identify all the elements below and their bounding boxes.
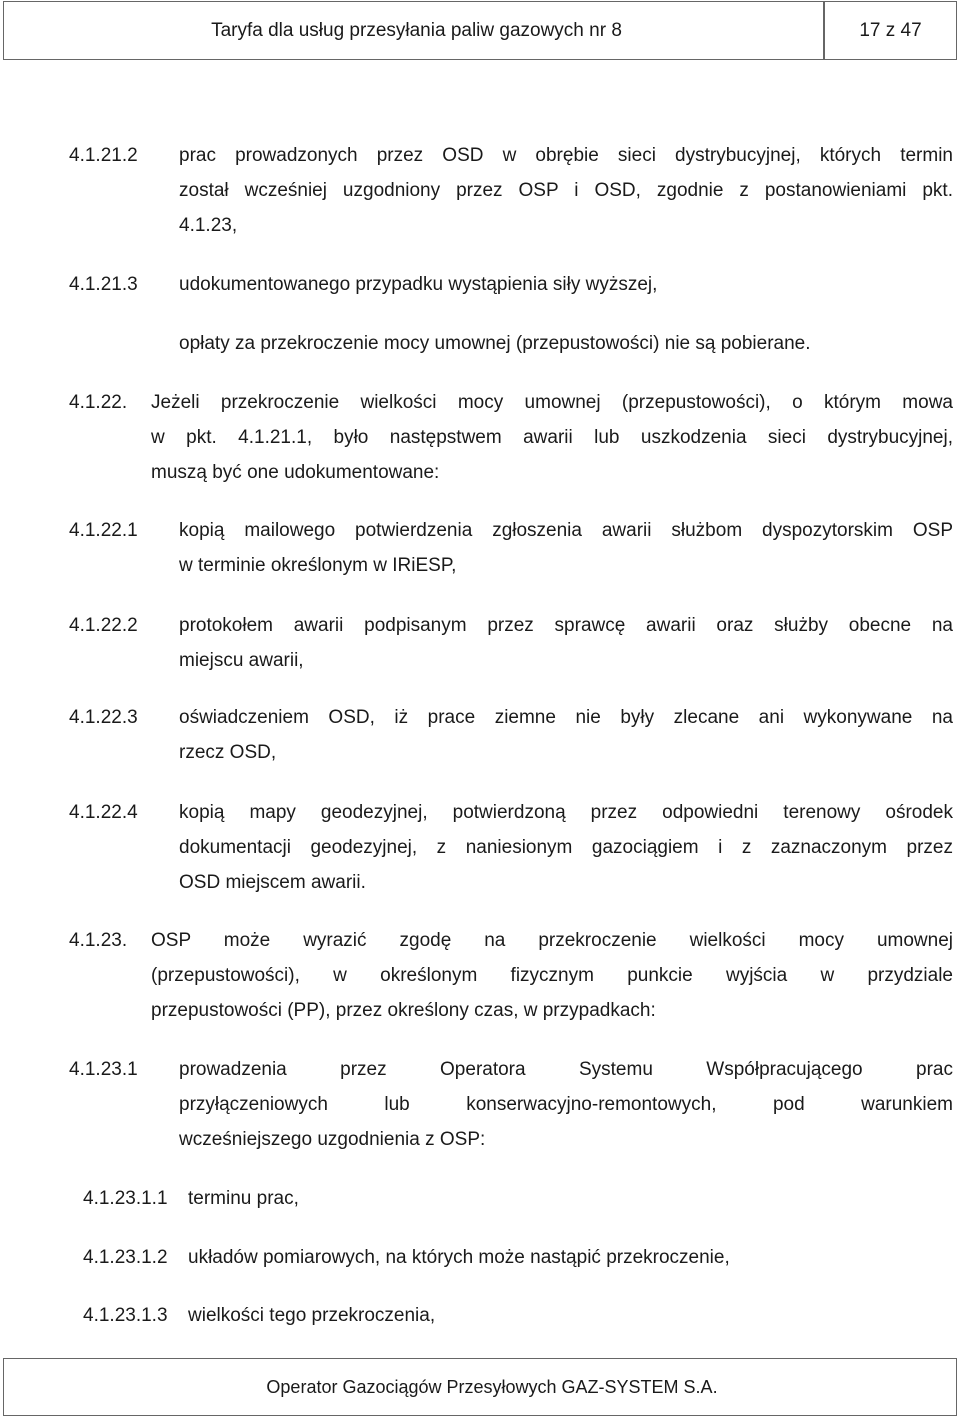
item-text-line: oświadczeniem OSD, iż prace ziemne nie były zlecane ani wykonywane na	[179, 707, 953, 728]
item-text-line: rzecz OSD,	[179, 742, 277, 763]
item-text-line: OSP może wyrazić zgodę na przekroczenie wielkości mocy umownej	[151, 930, 953, 951]
item-number: 4.1.21.2	[69, 145, 138, 166]
item-text-line: przepustowości (PP), przez określony czas, w przypadkach:	[151, 1000, 656, 1021]
item-text-line: został wcześniej uzgodniony przez OSP i OSD, zgodnie z postanowieniami pkt.	[179, 180, 953, 201]
item-text-line: udokumentowanego przypadku wystąpienia siły wyższej,	[179, 274, 658, 295]
header-title: Taryfa dla usług przesyłania paliw gazowych nr 8	[3, 1, 824, 60]
item-number: 4.1.22.	[69, 392, 128, 413]
item-text-line: (przepustowości), w określonym fizycznym punkcie wyjścia w przydziale	[151, 965, 953, 986]
item-number: 4.1.23.1.1	[83, 1188, 168, 1209]
item-text-line: muszą być one udokumentowane:	[151, 462, 440, 483]
item-text-line: wcześniejszego uzgodnienia z OSP:	[179, 1129, 486, 1150]
item-text-line: kopią mapy geodezyjnej, potwierdzoną przez odpowiedni terenowy ośrodek	[179, 802, 953, 823]
item-number: 4.1.23.1.3	[83, 1305, 168, 1326]
header-page-number: 17 z 47	[824, 1, 957, 60]
item-text-line: układów pomiarowych, na których może nastąpić przekroczenie,	[188, 1247, 730, 1268]
item-text-line: w pkt. 4.1.21.1, było następstwem awarii lub uszkodzenia sieci dystrybucyjnej,	[151, 427, 953, 448]
item-text-line: terminu prac,	[188, 1188, 299, 1209]
item-text-line: dokumentacji geodezyjnej, z naniesionym gazociągiem i z zaznaczonym przez	[179, 837, 953, 858]
item-number: 4.1.22.4	[69, 802, 138, 823]
item-text-line: prac prowadzonych przez OSD w obrębie sieci dystrybucyjnej, których termin	[179, 145, 953, 166]
item-text-line: przyłączeniowych lub konserwacyjno-remontowych, pod warunkiem	[179, 1094, 953, 1115]
item-text-line: w terminie określonym w IRiESP,	[179, 555, 457, 576]
item-text-line: protokołem awarii podpisanym przez sprawcę awarii oraz służby obecne na	[179, 615, 953, 636]
item-text-line: miejscu awarii,	[179, 650, 304, 671]
item-text-line: Jeżeli przekroczenie wielkości mocy umownej (przepustowości), o którym mowa	[151, 392, 953, 413]
item-text-line: OSD miejscem awarii.	[179, 872, 366, 893]
item-text-line: prowadzenia przez Operatora Systemu Współpracującego prac	[179, 1059, 953, 1080]
item-text-line: 4.1.23,	[179, 215, 238, 236]
item-number: 4.1.22.3	[69, 707, 138, 728]
item-number: 4.1.23.	[69, 930, 128, 951]
item-number: 4.1.22.1	[69, 520, 138, 541]
footer-text: Operator Gazociągów Przesyłowych GAZ-SYSTEM S.A.	[3, 1358, 957, 1416]
item-text-line: kopią mailowego potwierdzenia zgłoszenia awarii służbom dyspozytorskim OSP	[179, 520, 953, 541]
paragraph-text: opłaty za przekroczenie mocy umownej (przepustowości) nie są pobierane.	[179, 333, 811, 354]
item-text-line: wielkości tego przekroczenia,	[188, 1305, 436, 1326]
item-number: 4.1.23.1	[69, 1059, 138, 1080]
item-number: 4.1.22.2	[69, 615, 138, 636]
item-number: 4.1.21.3	[69, 274, 138, 295]
item-number: 4.1.23.1.2	[83, 1247, 168, 1268]
